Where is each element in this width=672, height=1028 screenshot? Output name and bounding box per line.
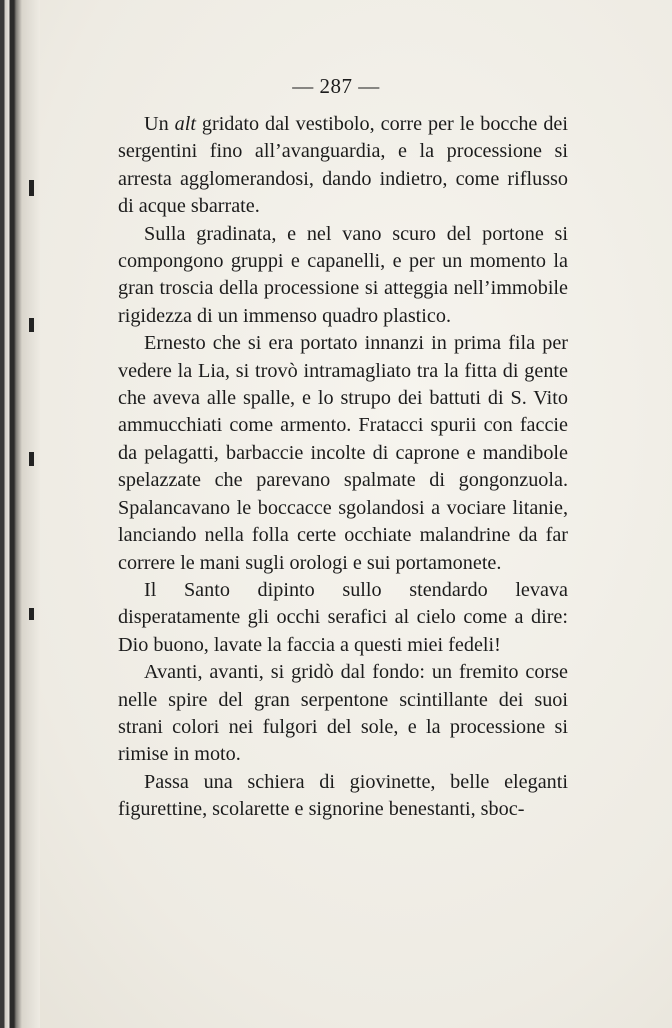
spine-mark (29, 318, 34, 332)
paragraph: Sulla gradinata, e nel vano scuro del portone si compongono gruppi e capanelli, e per un momento la gran troscia della processione si atteggia nell’immobile rigidezza di un immenso quadro plastico. (118, 222, 568, 327)
book-spine-shadow (0, 0, 40, 1028)
paragraph: Passa una schiera di giovinette, belle eleganti figurettine, scolarette e signorine benestanti, sboc- (118, 770, 568, 821)
paragraph: Ernesto che si era portato innanzi in prima fila per vedere la Lia, si trovò intramagliato tra la fitta di gente che aveva alle spalle, e lo strupo dei battuti di S. Vito ammucchiati come armento. Fratacci spurii con faccie da pelagatti, barbaccie incolte di caprone e mandibole spelazzate che parevano spalmate di gongonzuola. Spalancavano le boccacce sgolandosi a vociare litanie, lanciando nella folla certe occhiate malandrine da far correre le mani sugli orologi e sui portamonete. (118, 332, 568, 574)
page-number: — 287 — (292, 74, 380, 98)
paragraph-text: gridato dal vestibolo, corre per le bocche dei sergentini fino all’avanguardia, e la processione si arresta agglomerandosi, dando indietro, come riflusso di acque sbarrate. (118, 113, 568, 218)
paragraph: Avanti, avanti, si gridò dal fondo: un fremito corse nelle spire del gran serpentone scintillante dei suoi strani colori nei fulgori del sole, e la processione si rimise in moto. (118, 661, 568, 766)
paragraph: Il Santo dipinto sullo stendardo levava disperatamente gli occhi serafici al cielo come a dire: Dio buono, lavate la faccia a questi miei fedeli! (118, 578, 568, 656)
body-text (118, 111, 568, 824)
spine-mark (29, 180, 34, 196)
spine-mark (29, 452, 34, 466)
paragraph (118, 111, 568, 221)
italic-word: alt (174, 113, 196, 135)
spine-mark (29, 608, 34, 620)
paragraph-text: Un (144, 113, 175, 135)
